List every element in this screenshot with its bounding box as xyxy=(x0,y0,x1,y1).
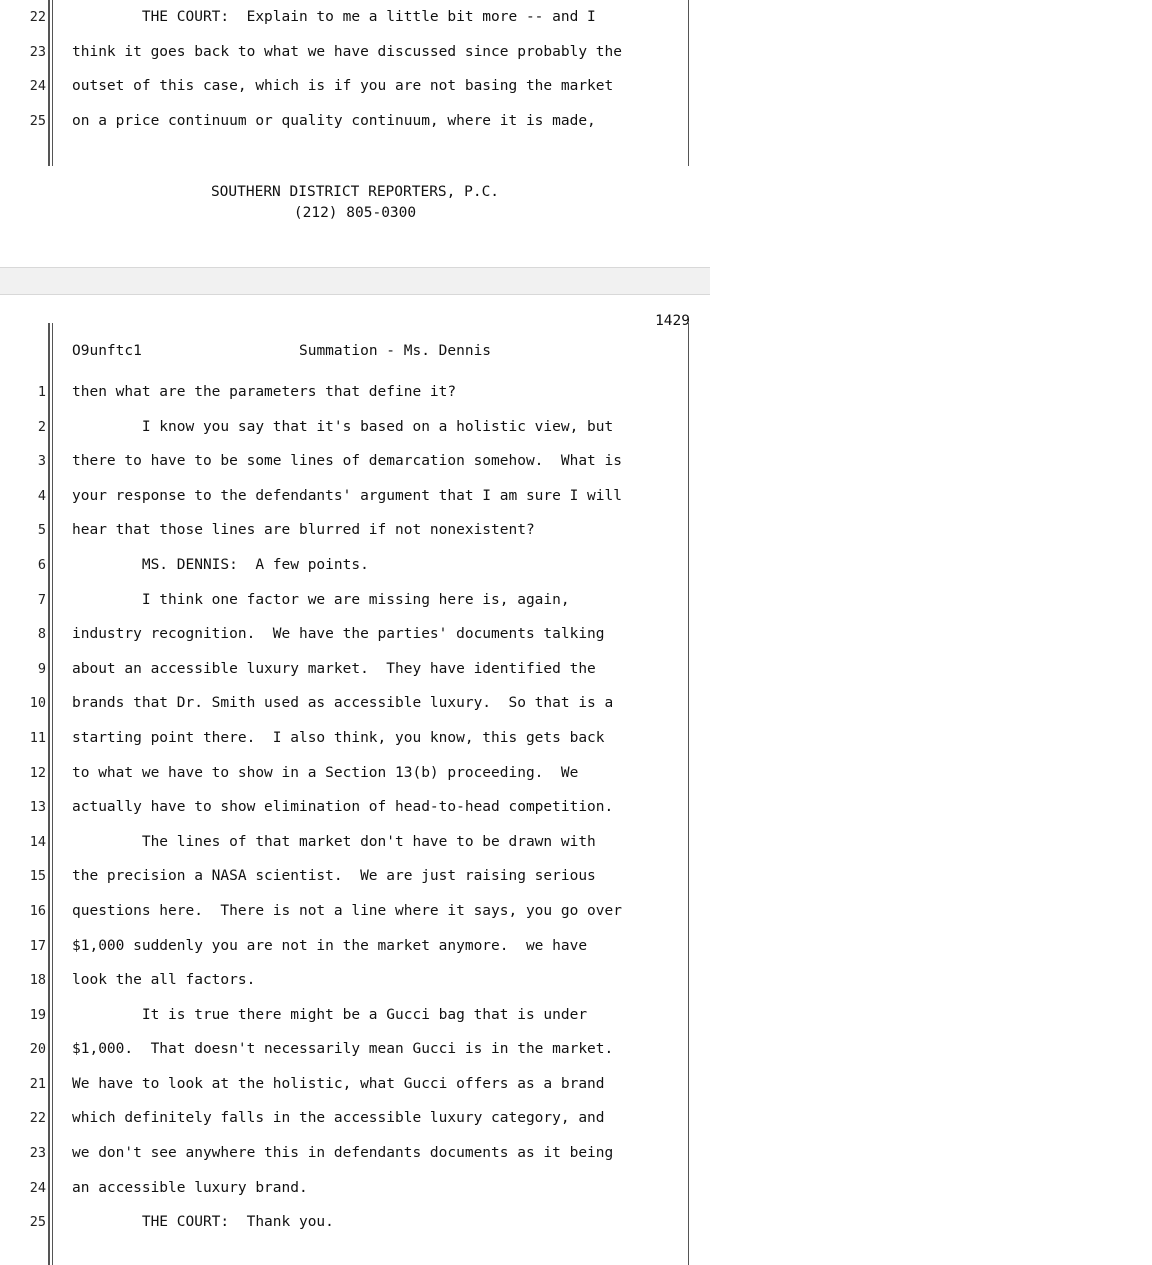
transcript-line xyxy=(0,513,710,548)
transcript-body-lower xyxy=(0,375,710,1265)
line-number: 9 xyxy=(37,660,46,677)
line-text: $1,000. That doesn't necessarily mean Gucci is in the market. xyxy=(72,1041,614,1058)
right-margin-rule xyxy=(688,323,689,1265)
line-number: 1 xyxy=(37,384,46,400)
transcript-line xyxy=(0,104,710,139)
transcript-line xyxy=(0,998,710,1033)
page-break-spacer xyxy=(0,224,710,267)
job-id: O9unftc1 xyxy=(72,343,142,359)
transcript-line xyxy=(0,375,710,410)
transcript-line xyxy=(0,859,710,894)
line-number: 17 xyxy=(29,937,46,954)
transcript-page-upper xyxy=(0,0,710,224)
transcript-line xyxy=(0,69,710,104)
line-text: think it goes back to what we have discussed since probably the xyxy=(72,43,622,60)
page-break-spacer-lower xyxy=(0,295,710,313)
line-number: 16 xyxy=(29,902,46,919)
line-text: about an accessible luxury market. They have identified the xyxy=(72,660,596,677)
transcript-page-lower xyxy=(0,313,710,1265)
line-number: 20 xyxy=(29,1041,46,1058)
line-number: 19 xyxy=(29,1006,46,1023)
page-separator xyxy=(0,267,710,295)
line-number: 23 xyxy=(29,1145,46,1162)
line-text: THE COURT: Explain to me a little bit more -- and I xyxy=(72,9,596,25)
line-text: look the all factors. xyxy=(72,972,256,989)
line-number: 2 xyxy=(37,418,46,435)
line-text: hear that those lines are blurred if not nonexistent? xyxy=(72,522,535,539)
line-text: I know you say that it's based on a holistic view, but xyxy=(72,418,614,435)
line-number: 23 xyxy=(29,43,46,60)
transcript-line xyxy=(0,756,710,791)
line-text: an accessible luxury brand. xyxy=(72,1179,308,1196)
header-spacer xyxy=(142,343,299,359)
line-number: 25 xyxy=(29,112,46,129)
page-number: 1429 xyxy=(655,313,690,329)
line-number: 22 xyxy=(29,1110,46,1127)
line-text: starting point there. I also think, you know, this gets back xyxy=(72,729,605,746)
line-text: the precision a NASA scientist. We are just raising serious xyxy=(72,868,596,885)
line-text: your response to the defendants' argument that I am sure I will xyxy=(72,487,622,504)
transcript-line xyxy=(0,721,710,756)
transcript-line xyxy=(0,0,710,35)
right-margin-rule xyxy=(688,0,689,166)
transcript-line xyxy=(0,35,710,70)
line-text: then what are the parameters that define it? xyxy=(72,384,457,400)
line-text: actually have to show elimination of head-to-head competition. xyxy=(72,799,614,816)
line-number: 24 xyxy=(29,78,46,95)
transcript-line xyxy=(0,410,710,445)
line-number: 6 xyxy=(37,556,46,573)
reporter-phone: (212) 805-0300 xyxy=(293,205,417,221)
proceeding-title: Summation - Ms. Dennis xyxy=(298,343,492,359)
line-text: It is true there might be a Gucci bag that is under xyxy=(72,1006,588,1023)
left-margin-rule xyxy=(48,0,50,166)
transcript-line xyxy=(0,444,710,479)
line-number: 21 xyxy=(29,1075,46,1092)
line-text: We have to look at the holistic, what Gucci offers as a brand xyxy=(72,1075,605,1092)
transcript-line xyxy=(0,652,710,687)
line-number: 7 xyxy=(37,591,46,608)
line-text: on a price continuum or quality continuum, where it is made, xyxy=(72,112,596,129)
line-text: industry recognition. We have the parties' documents talking xyxy=(72,626,605,643)
line-number: 12 xyxy=(29,764,46,781)
transcript-body-upper xyxy=(0,0,710,166)
line-text: which definitely falls in the accessible luxury category, and xyxy=(72,1110,605,1127)
line-number: 25 xyxy=(29,1214,46,1231)
transcript-line xyxy=(0,548,710,583)
transcript-line xyxy=(0,1067,710,1102)
line-text: $1,000 suddenly you are not in the market anymore. we have xyxy=(72,937,588,954)
line-number: 4 xyxy=(37,487,46,504)
line-number: 3 xyxy=(37,453,46,470)
transcript-line xyxy=(0,1101,710,1136)
line-text: brands that Dr. Smith used as accessible luxury. So that is a xyxy=(72,695,614,712)
transcript-line xyxy=(0,479,710,514)
line-text: The lines of that market don't have to be drawn with xyxy=(72,833,596,850)
line-number: 13 xyxy=(29,799,46,816)
left-margin-rule xyxy=(48,323,50,1265)
transcript-line xyxy=(0,1205,710,1240)
transcript-line xyxy=(0,894,710,929)
transcript-line xyxy=(0,963,710,998)
transcript-line xyxy=(0,583,710,618)
transcript-line xyxy=(0,825,710,860)
transcript-line xyxy=(0,1136,710,1171)
line-text: there to have to be some lines of demarcation somehow. What is xyxy=(72,453,622,470)
line-number: 8 xyxy=(37,626,46,643)
line-number: 10 xyxy=(29,695,46,712)
transcript-line xyxy=(0,929,710,964)
transcript-line xyxy=(0,790,710,825)
transcript-line xyxy=(0,686,710,721)
line-text: MS. DENNIS: A few points. xyxy=(72,556,369,573)
line-text: questions here. There is not a line where it says, you go over xyxy=(72,902,622,919)
transcript-line xyxy=(0,1032,710,1067)
line-text: I think one factor we are missing here is, again, xyxy=(72,591,570,608)
line-text: we don't see anywhere this in defendants documents as it being xyxy=(72,1145,614,1162)
line-number: 22 xyxy=(29,9,46,25)
line-number: 14 xyxy=(29,833,46,850)
line-number: 5 xyxy=(37,522,46,539)
line-number: 18 xyxy=(29,972,46,989)
line-number: 11 xyxy=(29,729,46,746)
reporter-name: SOUTHERN DISTRICT REPORTERS, P.C. xyxy=(210,184,500,200)
transcript-page-header xyxy=(0,343,710,359)
line-number: 24 xyxy=(29,1179,46,1196)
transcript-line xyxy=(0,1171,710,1206)
line-text: THE COURT: Thank you. xyxy=(72,1214,334,1231)
line-text: to what we have to show in a Section 13(b) proceeding. We xyxy=(72,764,579,781)
line-number: 15 xyxy=(29,868,46,885)
transcript-line xyxy=(0,617,710,652)
line-text: outset of this case, which is if you are not basing the market xyxy=(72,78,614,95)
page-footer-upper xyxy=(0,166,710,224)
